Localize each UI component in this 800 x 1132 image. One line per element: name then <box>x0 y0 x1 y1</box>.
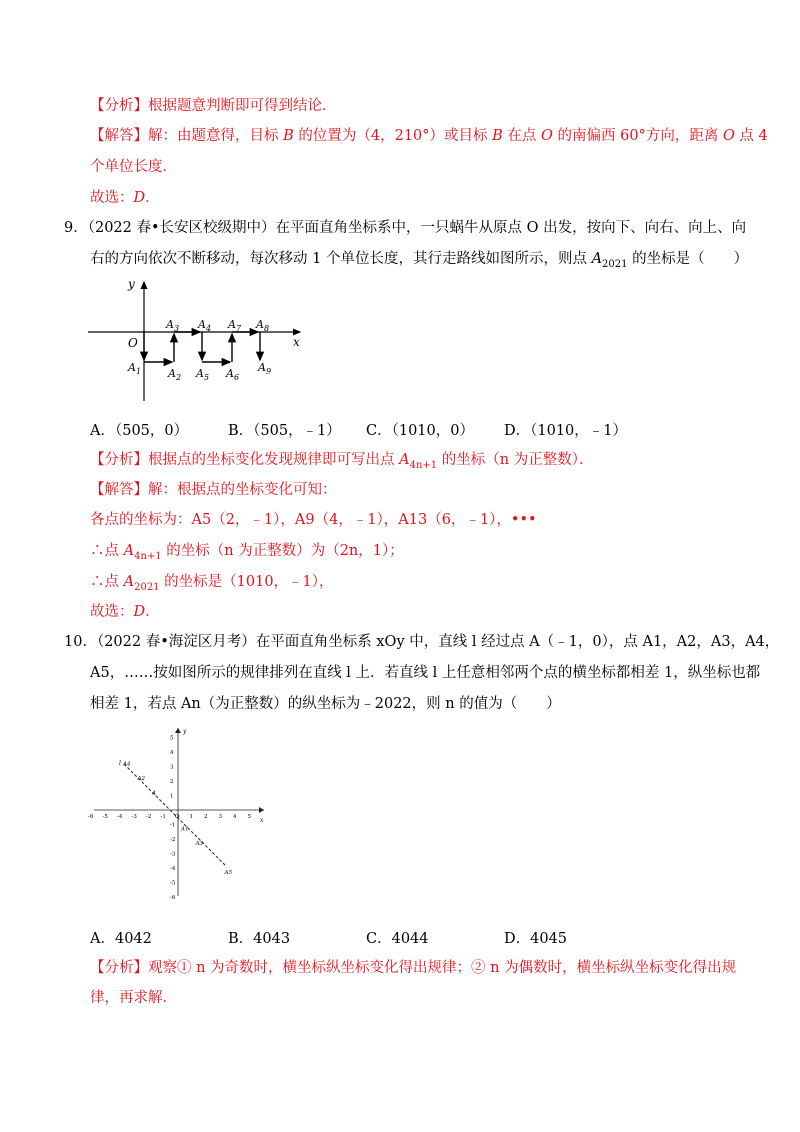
q10-xtick-label: -1 <box>160 814 166 820</box>
q10-ytick-label: 2 <box>170 779 174 785</box>
q9-solve: 【解答】解：根据点的坐标变化可知： <box>90 482 337 498</box>
q10-point-label: A <box>152 790 156 797</box>
q10-figure <box>86 724 276 900</box>
svg-text:A3: $A_3$ <box>166 318 180 333</box>
q9-option-d[interactable]: D．（1010，﹣1） <box>504 423 628 439</box>
q10-point-label: A3 <box>195 841 203 847</box>
q9-stem-line1: 9．（2022 春•长安区校级期中）在平面直角坐标系中，一只蜗牛从原点 O 出发，按向下、向右、向上、向 <box>64 220 747 236</box>
q10-point-label: A1 <box>181 826 189 833</box>
q8-answer-cont: 个单位长度． <box>90 159 177 175</box>
svg-text:A5: $A_5$ <box>196 367 210 382</box>
q9-step3: ∴点 $A_{2021}$ 的坐标是（1010，﹣1）， <box>90 574 334 593</box>
q10-point-label: A2 <box>137 776 145 782</box>
svg-text:A4: $A_4$ <box>198 318 212 333</box>
q9-option-c[interactable]: C．（1010，0） <box>366 423 474 439</box>
q10-ytick-label: 1 <box>170 793 174 800</box>
q9-step1: 各点的坐标为：A5（2，﹣1），A9（4，﹣1），A13（6，﹣1），••• <box>90 512 537 528</box>
q10-xtick-label: -2 <box>146 814 152 820</box>
svg-text:A1: $A_1$ <box>128 361 142 376</box>
q10-stem-line3: 相差 1，若点 An（为正整数）的纵坐标为﹣2022，则 n 的值为（ ） <box>90 696 561 712</box>
svg-text:A9: $A_9$ <box>258 361 272 376</box>
q10-point-label: A4 <box>123 761 131 768</box>
svg-text:A2: $A_2$ <box>168 367 182 382</box>
q8-answer: 【解答】解：由题意得，目标 B 的位置为（4，210°）或目标 B 在点 O 的南偏西 60°方向，距离 O 点 4 <box>90 128 768 144</box>
q9-fig-y-label: y <box>128 277 135 291</box>
q10-ytick-label: 3 <box>170 764 174 771</box>
q10-fig-y-label: y <box>183 728 187 735</box>
q10-analysis-cont: 律，再求解． <box>90 990 177 1006</box>
q10-stem-line1: 10．（2022 春•海淀区月考）在平面直角坐标系 xOy 中，直线 l 经过点 A（﹣1，0），点 A1，A2，A3，A4， <box>64 634 780 650</box>
q10-xtick-label: 5 <box>247 814 251 820</box>
q10-xtick-label: -4 <box>117 814 123 820</box>
q10-ytick-label: -1 <box>170 822 176 829</box>
q10-ytick-label: -5 <box>170 880 176 887</box>
q10-option-b[interactable]: B．4043 <box>228 931 291 947</box>
q10-xtick-label: -3 <box>131 814 137 820</box>
q10-option-c[interactable]: C．4044 <box>366 931 429 947</box>
svg-text:A7: $A_7$ <box>228 318 242 333</box>
q10-xtick-label: -6 <box>88 814 94 820</box>
q9-stem-line2: 右的方向依次不断移动，每次移动 1 个单位长度，其行走路线如图所示，则点 $A_{2021}$ 的坐标是（ ） <box>90 251 749 270</box>
q10-xtick-label: 4 <box>233 814 237 820</box>
q10-ytick-label: 4 <box>170 750 174 756</box>
q8-choice: 故选：D． <box>90 190 160 206</box>
q10-analysis: 【分析】观察① n 为奇数时，横坐标纵坐标变化得出规律；② n 为偶数时，横坐标纵坐标变化得出规 <box>90 960 737 976</box>
q10-xtick-label: 2 <box>204 814 208 820</box>
q10-xtick-label: 3 <box>218 814 222 820</box>
q10-option-d[interactable]: D．4045 <box>504 931 568 947</box>
q10-xtick-label: O <box>175 814 180 820</box>
svg-text:A8: $A_8$ <box>256 318 270 333</box>
q9-analysis: 【分析】根据点的坐标变化发现规律即可写出点 $A_{4n+1}$ 的坐标（n 为正整数）． <box>90 452 594 471</box>
q9-choice: 故选：D． <box>90 604 160 620</box>
q10-ytick-label: -3 <box>170 851 176 858</box>
q9-fig-origin: O <box>128 336 138 350</box>
q10-ytick-label: -2 <box>170 837 176 843</box>
q9-figure <box>88 276 318 406</box>
q9-option-a[interactable]: A．（505，0） <box>90 423 189 439</box>
q10-ytick-label: -6 <box>170 895 176 900</box>
q9-option-b[interactable]: B．（505，﹣1） <box>228 423 341 439</box>
q10-fig-l-label: l <box>119 760 121 767</box>
q10-option-a[interactable]: A．4042 <box>90 931 152 947</box>
q10-xtick-label: -5 <box>102 814 108 820</box>
q10-fig-x-label: x <box>260 817 264 824</box>
svg-text:A6: $A_6$ <box>226 367 240 382</box>
q10-stem-line2: A5，……按如图所示的规律排列在直线 l 上．若直线 l 上任意相邻两个点的横坐标都相差 1，纵坐标也都 <box>90 665 761 681</box>
q10-point-label: A5 <box>224 870 232 876</box>
q10-ytick-label: -4 <box>170 866 176 872</box>
q8-analysis: 【分析】根据题意判断即可得到结论． <box>90 98 337 114</box>
q9-step2: ∴点 $A_{4n+1}$ 的坐标（n 为正整数）为（2n，1）； <box>90 543 404 562</box>
q9-fig-x-label: x <box>293 335 300 349</box>
q10-ytick-label: 5 <box>170 735 174 742</box>
q10-xtick-label: 1 <box>189 814 193 820</box>
